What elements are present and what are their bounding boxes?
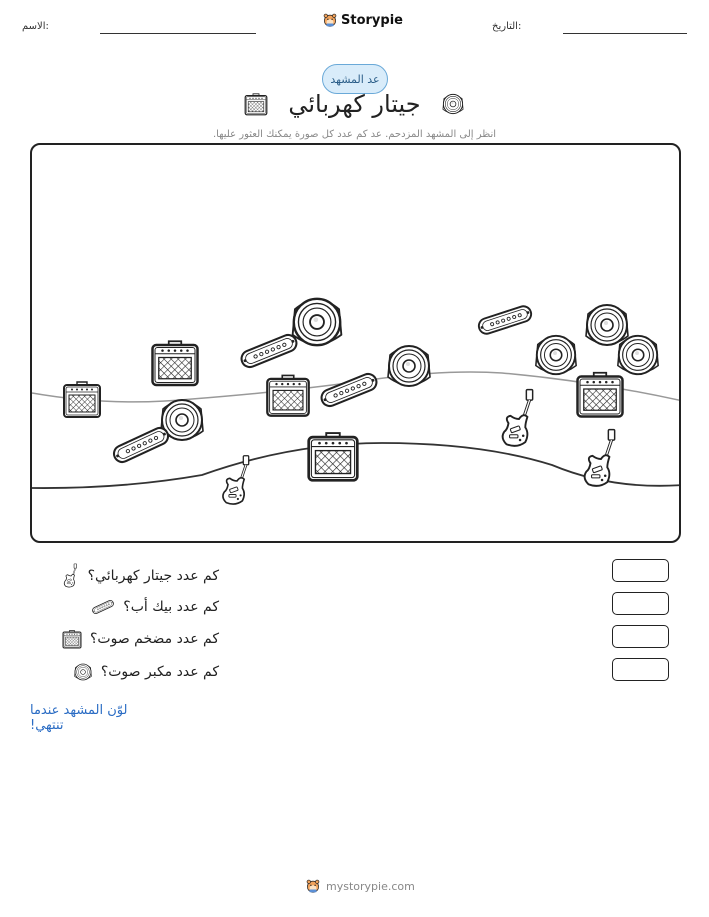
mascot-icon xyxy=(323,12,337,28)
activity-badge: عد المشهد xyxy=(322,64,388,94)
question-text: كم عدد جيتار كهربائي؟ xyxy=(87,568,219,584)
speaker-icon xyxy=(536,336,576,374)
amp-icon xyxy=(64,382,100,417)
answer-box[interactable] xyxy=(612,658,669,681)
title-row xyxy=(0,90,709,118)
question-text: كم عدد بيك أب؟ xyxy=(123,599,219,615)
pickup-icon xyxy=(111,425,170,464)
answer-box[interactable] xyxy=(612,625,669,648)
name-label: الاسم: xyxy=(22,21,49,32)
pickup-icon xyxy=(477,304,533,335)
amp-icon xyxy=(309,433,358,480)
pickup-icon xyxy=(319,371,379,408)
footer xyxy=(306,879,415,893)
amp-icon xyxy=(153,341,198,385)
amp-icon xyxy=(578,373,623,417)
speaker-icon xyxy=(293,299,342,345)
finish-instruction: لوّن المشهد عندما تنتهي! xyxy=(30,703,128,733)
date-label: التاريخ: xyxy=(492,21,522,32)
brand-name: Storypie xyxy=(341,12,403,28)
answer-box[interactable] xyxy=(612,559,669,582)
amp-icon xyxy=(267,375,308,415)
footer-url: mystorypie.com xyxy=(326,879,415,893)
mascot-icon xyxy=(306,879,320,893)
brand-logo xyxy=(323,12,403,28)
question-text: كم عدد مكبر صوت؟ xyxy=(100,664,219,680)
speaker-icon xyxy=(441,92,465,116)
question-row xyxy=(62,563,219,589)
speaker-icon xyxy=(73,662,93,682)
speaker-icon xyxy=(586,305,628,345)
question-text: كم عدد مضخم صوت؟ xyxy=(90,631,219,647)
instructions: انظر إلى المشهد المزدحم. عد كم عدد كل صورة يمكنك العثور عليها. xyxy=(212,129,497,140)
name-field[interactable] xyxy=(100,33,256,34)
guitar-icon xyxy=(223,456,249,504)
date-field[interactable] xyxy=(563,33,687,34)
pickup-icon xyxy=(239,332,299,369)
speaker-icon xyxy=(388,346,430,386)
amp-icon xyxy=(244,92,268,116)
question-row xyxy=(62,629,219,649)
pickup-icon xyxy=(88,592,119,622)
amp-icon xyxy=(62,629,82,649)
answer-box[interactable] xyxy=(612,592,669,615)
guitar-icon xyxy=(62,563,80,589)
question-row xyxy=(73,662,219,682)
question-row xyxy=(91,596,219,618)
guitar-icon xyxy=(503,390,533,446)
counting-scene xyxy=(30,143,681,543)
scene-canvas xyxy=(32,145,681,543)
guitar-icon xyxy=(585,430,615,486)
page-title: جيتار كهربائي xyxy=(288,90,421,118)
speaker-icon xyxy=(618,336,658,374)
